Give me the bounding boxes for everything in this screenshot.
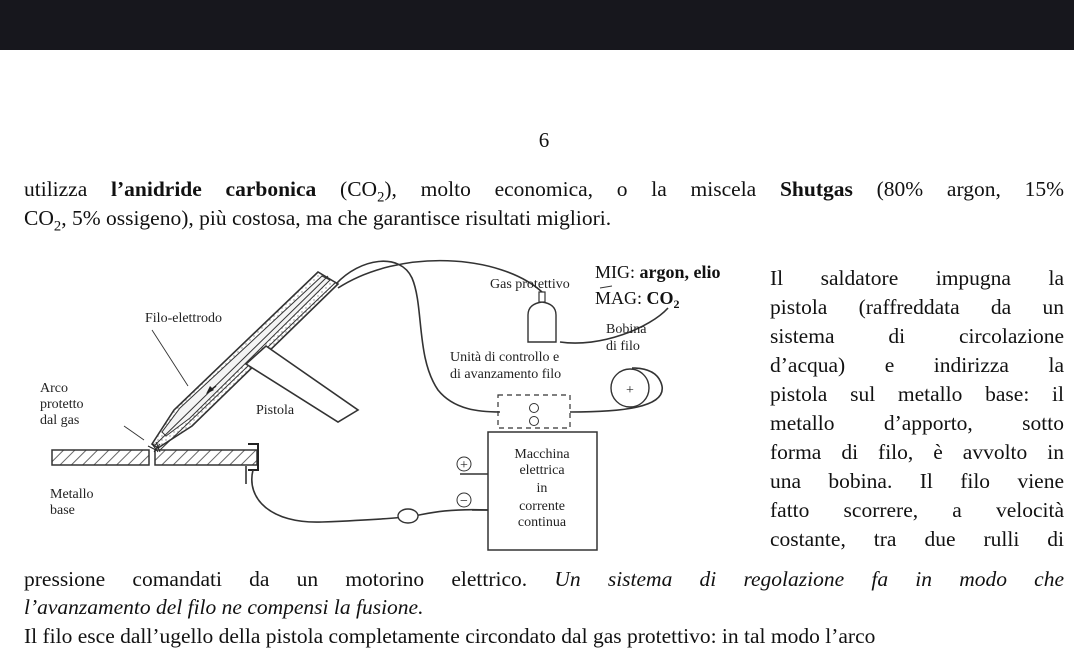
- feed-roller-top: [530, 404, 539, 413]
- side-line: metallo d’apporto, sotto: [770, 411, 1064, 435]
- negative-terminal-symbol: [457, 493, 471, 509]
- welding-torch: [152, 272, 358, 450]
- label-bobina-1: Bobina: [606, 322, 647, 337]
- label-mag: MAG: $CO_2$: [595, 288, 680, 311]
- side-line: forma di filo, è avvolto in: [770, 440, 1064, 464]
- side-paragraph: [770, 264, 1064, 554]
- paragraph3-line1: Il filo esce dall’ugello della pistola completamente circondato dal gas protettivo: in tal modo l’arco: [24, 624, 876, 648]
- label-arco-1: Arco: [40, 381, 68, 396]
- svg-text:−: −: [460, 494, 468, 509]
- label-mig: MIG: argon, elio: [595, 262, 721, 282]
- feed-roller-bottom: [530, 417, 539, 426]
- label-gas-protettivo: Gas protettivo: [490, 277, 570, 292]
- side-line: fatto scorrere, a velocità: [770, 498, 1064, 522]
- label-arco-2: protetto: [40, 397, 84, 412]
- label-metallo-2: base: [50, 503, 75, 518]
- label-pistola: Pistola: [256, 403, 295, 418]
- side-line: Il saldatore impugna la: [770, 266, 1064, 290]
- paragraph1-line1: utilizza l’anidride carbonica $(CO_2)$, molto economica, o la miscela Shutgas (80% argon, 15%: [24, 177, 1064, 206]
- label-arco-3: dal gas: [40, 413, 80, 428]
- label-bobina-2: di filo: [606, 339, 640, 354]
- mig-mag-welding-diagram: [40, 258, 760, 558]
- base-metal-right: [155, 450, 257, 465]
- label-unita-2: di avanzamento filo: [450, 367, 562, 382]
- label-macchina-3: in: [536, 481, 548, 496]
- side-line: una bobina. Il filo viene: [770, 469, 1064, 493]
- side-line: d’acqua) e indirizza la: [770, 353, 1064, 377]
- gas-bottle: [528, 292, 556, 342]
- svg-text:+: +: [460, 458, 468, 473]
- label-macchina-2: elettrica: [519, 463, 565, 478]
- base-metal-left: [52, 450, 149, 465]
- paragraph1-line2: $CO_2$, 5% ossigeno), più costosa, ma che garantisce risultati migliori.: [24, 206, 612, 235]
- side-line: sistema di circolazione: [770, 324, 1064, 348]
- label-macchina-5: continua: [517, 515, 567, 530]
- side-line: costante, tra due rulli di: [770, 527, 1064, 551]
- spool-plus-symbol: +: [626, 383, 634, 398]
- page-number: 6: [538, 128, 550, 152]
- label-macchina-1: Macchina: [514, 447, 570, 462]
- paragraph2-line2: l’avanzamento del filo ne compensi la fusione.: [24, 595, 424, 619]
- positive-terminal-symbol: [457, 457, 471, 473]
- label-unita-1: Unità di controllo e: [450, 350, 560, 365]
- label-filo-elettrodo: Filo-elettrodo: [145, 311, 222, 326]
- label-macchina-4: corrente: [519, 499, 565, 514]
- shutgas-term: Shutgas: [779, 177, 853, 201]
- top-bar: [0, 0, 1074, 50]
- label-metallo-1: Metallo: [50, 487, 94, 502]
- paragraph2-line1: pressione comandati da un motorino elettrico. Un sistema di regolazione fa in modo che: [24, 567, 1064, 591]
- cable-connector: [398, 509, 418, 523]
- side-line: pistola (raffreddata da un: [770, 295, 1064, 319]
- co2-term: l’anidride carbonica: [111, 177, 317, 201]
- side-line: pistola sul metallo base: il: [770, 382, 1064, 406]
